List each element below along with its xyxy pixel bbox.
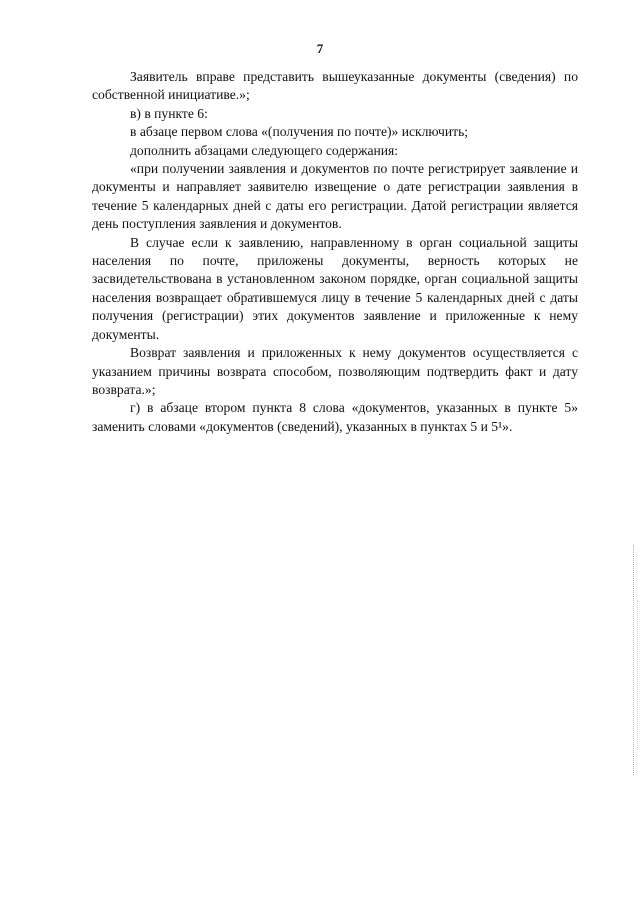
page-number: 7 [316, 41, 324, 56]
paragraph-first-abzac: в абзаце первом слова «(получения по почте)» исключить; [130, 124, 469, 140]
paragraph-item-g: г) в абзаце втором пункта 8 слова «документов, указанных в пункте 5» заменить словами «документов (сведений), указанных в пунктах 5 и 5¹». [92, 400, 578, 434]
paragraph-item-v: в) в пункте 6: [130, 105, 208, 121]
paragraph-mail-registration: «при получении заявления и документов по почте регистрирует заявление и документы и направляет заявителю извещение о дате регистрации заявления в течение 5 календарных дней с даты его регистрации. Датой регистрации является день поступления заявления и документов. [92, 161, 578, 232]
scan-edge-mark [633, 545, 636, 775]
paragraph-supplement: дополнить абзацами следующего содержания: [130, 142, 399, 158]
document-body [92, 68, 578, 436]
paragraph-return-documents: Возврат заявления и приложенных к нему документов осуществляется с указанием причины возврата способом, позволяющим подтвердить факт и дату возврата.»; [92, 345, 578, 397]
scan-edge-mark-secondary [637, 600, 639, 750]
paragraph-unverified-documents: В случае если к заявлению, направленному в орган социальной защиты населения по почте, приложены документы, верность которых не засвидетельствована в установленном законом порядке, орган социальной защиты населения возвращает обратившемуся лицу в течение 5 календарных дней с даты получения (регистрации) этих документов заявление и приложенные к нему документы. [92, 234, 578, 342]
paragraph-applicant-right: Заявитель вправе представить вышеуказанные документы (сведения) по собственной инициативе.»; [92, 69, 578, 103]
